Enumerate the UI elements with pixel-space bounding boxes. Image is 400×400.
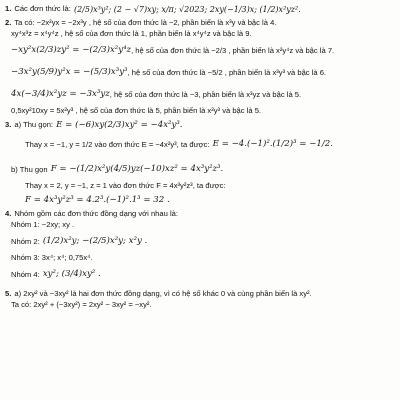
item-text: Nhóm gồm các đơn thức đồng dạng với nhau là: bbox=[14, 209, 178, 219]
answer-2-line-6 bbox=[5, 106, 394, 117]
item-number: 2. bbox=[5, 18, 12, 28]
item-math: E = −4.(−1)².(1/2)³ = −1/2. bbox=[212, 139, 333, 150]
answer-5a-calculation bbox=[5, 300, 394, 311]
answer-2-line-5 bbox=[5, 84, 394, 106]
item-text: Các đơn thức là: bbox=[14, 4, 71, 14]
item-math: (1/2)x²y; −(2/5)x²y; x²y . bbox=[42, 236, 148, 247]
item-math: E = (−6)xy(2/3)xy² = −4x²y³. bbox=[56, 120, 183, 130]
item-math: −3x²y(5/9)y²x = −(5/3)x³y³ bbox=[11, 67, 128, 78]
item-text: Thay x = 2, y = −1, z = 1 vào đơn thức F = 4x³y²z³, ta được: bbox=[25, 181, 226, 191]
item-math: (2/5)x³y²; (2 − √7)xy; x/π; √2023; 2xy(−1/3)x; (1/2)x²yz². bbox=[73, 4, 301, 14]
item-number: 5. bbox=[5, 289, 12, 299]
item-text: a) 2xy² và −3xy² là hai đơn thức đồng dạng, vì có hệ số khác 0 và cùng phần biến là xy². bbox=[14, 289, 312, 299]
item-math: xy²; (3/4)xy² . bbox=[42, 269, 101, 280]
item-number: 3. bbox=[5, 120, 12, 130]
item-number: 1. bbox=[5, 4, 12, 14]
item-text: Ta có: 2xy² + (−3xy²) = 2xy² − 3xy² = −xy². bbox=[11, 300, 152, 310]
answer-1-line bbox=[5, 4, 394, 15]
answer-5a-line bbox=[5, 289, 394, 300]
item-text: Thay x = −1, y = 1/2 vào đơn thức E = −4x²y³, ta được: bbox=[25, 139, 210, 149]
answer-4-line bbox=[5, 209, 394, 220]
item-text: Nhóm 2: bbox=[11, 236, 40, 246]
answer-2-line-2 bbox=[5, 29, 394, 40]
item-math: −xy²x(2/3)zy² = −(2/3)x²y⁴z bbox=[11, 45, 132, 56]
answer-2-line-1 bbox=[5, 18, 394, 29]
group-2-line bbox=[5, 231, 394, 253]
group-4-line bbox=[5, 264, 394, 286]
answer-2-line-4 bbox=[5, 62, 394, 84]
item-math: F = −(1/2)x²y(4/5)yz(−10)xz² = 4x³y²z³. bbox=[50, 164, 224, 175]
item-text: Nhóm 1: −2xy; xy . bbox=[11, 220, 75, 230]
item-text: , hệ số của đơn thức là −5/2 , phần biến là x³y³ và bậc là 6. bbox=[127, 67, 327, 77]
item-text: Nhóm 4: bbox=[11, 269, 40, 279]
answer-3a-line bbox=[5, 120, 394, 131]
item-text: , hệ số của đơn thức là −2/3 , phần biến là x²y⁴z và bậc là 7. bbox=[131, 45, 335, 55]
item-math: 4x(−3/4)x²yz = −3x³yz bbox=[11, 89, 110, 100]
answer-2-line-3 bbox=[5, 40, 394, 62]
item-text: a) Thu gọn: bbox=[14, 120, 54, 130]
group-1-line bbox=[5, 220, 394, 231]
item-text: b) Thu gọn bbox=[11, 164, 48, 174]
item-text: 0,5xy²10xy = 5x²y³ , hệ số của đơn thức là 5, phần biến là x²y³ và bậc là 5. bbox=[11, 106, 262, 116]
answer-3b-substitution bbox=[5, 181, 394, 192]
item-text: xy⁴x³z = x⁴y⁴z , hệ số của đơn thức là 1, phần biến là x⁴y⁴z và bậc là 9. bbox=[11, 29, 252, 39]
answer-3b-line bbox=[5, 159, 394, 181]
item-number: 4. bbox=[5, 209, 12, 219]
item-text: Nhóm 3: 3x⁴; x⁴; 0,75x⁴. bbox=[11, 253, 93, 263]
item-text: Ta có: −2x²yx = −2x³y , hệ số của đơn thức là −2, phần biến là x³y và bậc là 4. bbox=[14, 18, 277, 28]
item-text: , hệ số của đơn thức là −3, phần biến là x³yz và bậc là 5. bbox=[109, 89, 302, 99]
answer-3b-result bbox=[5, 195, 394, 206]
item-math: F = 4x³y²z³ = 4.2³.(−1)².1³ = 32 . bbox=[25, 195, 170, 205]
group-3-line bbox=[5, 253, 394, 264]
answer-3a-substitution bbox=[5, 134, 394, 156]
